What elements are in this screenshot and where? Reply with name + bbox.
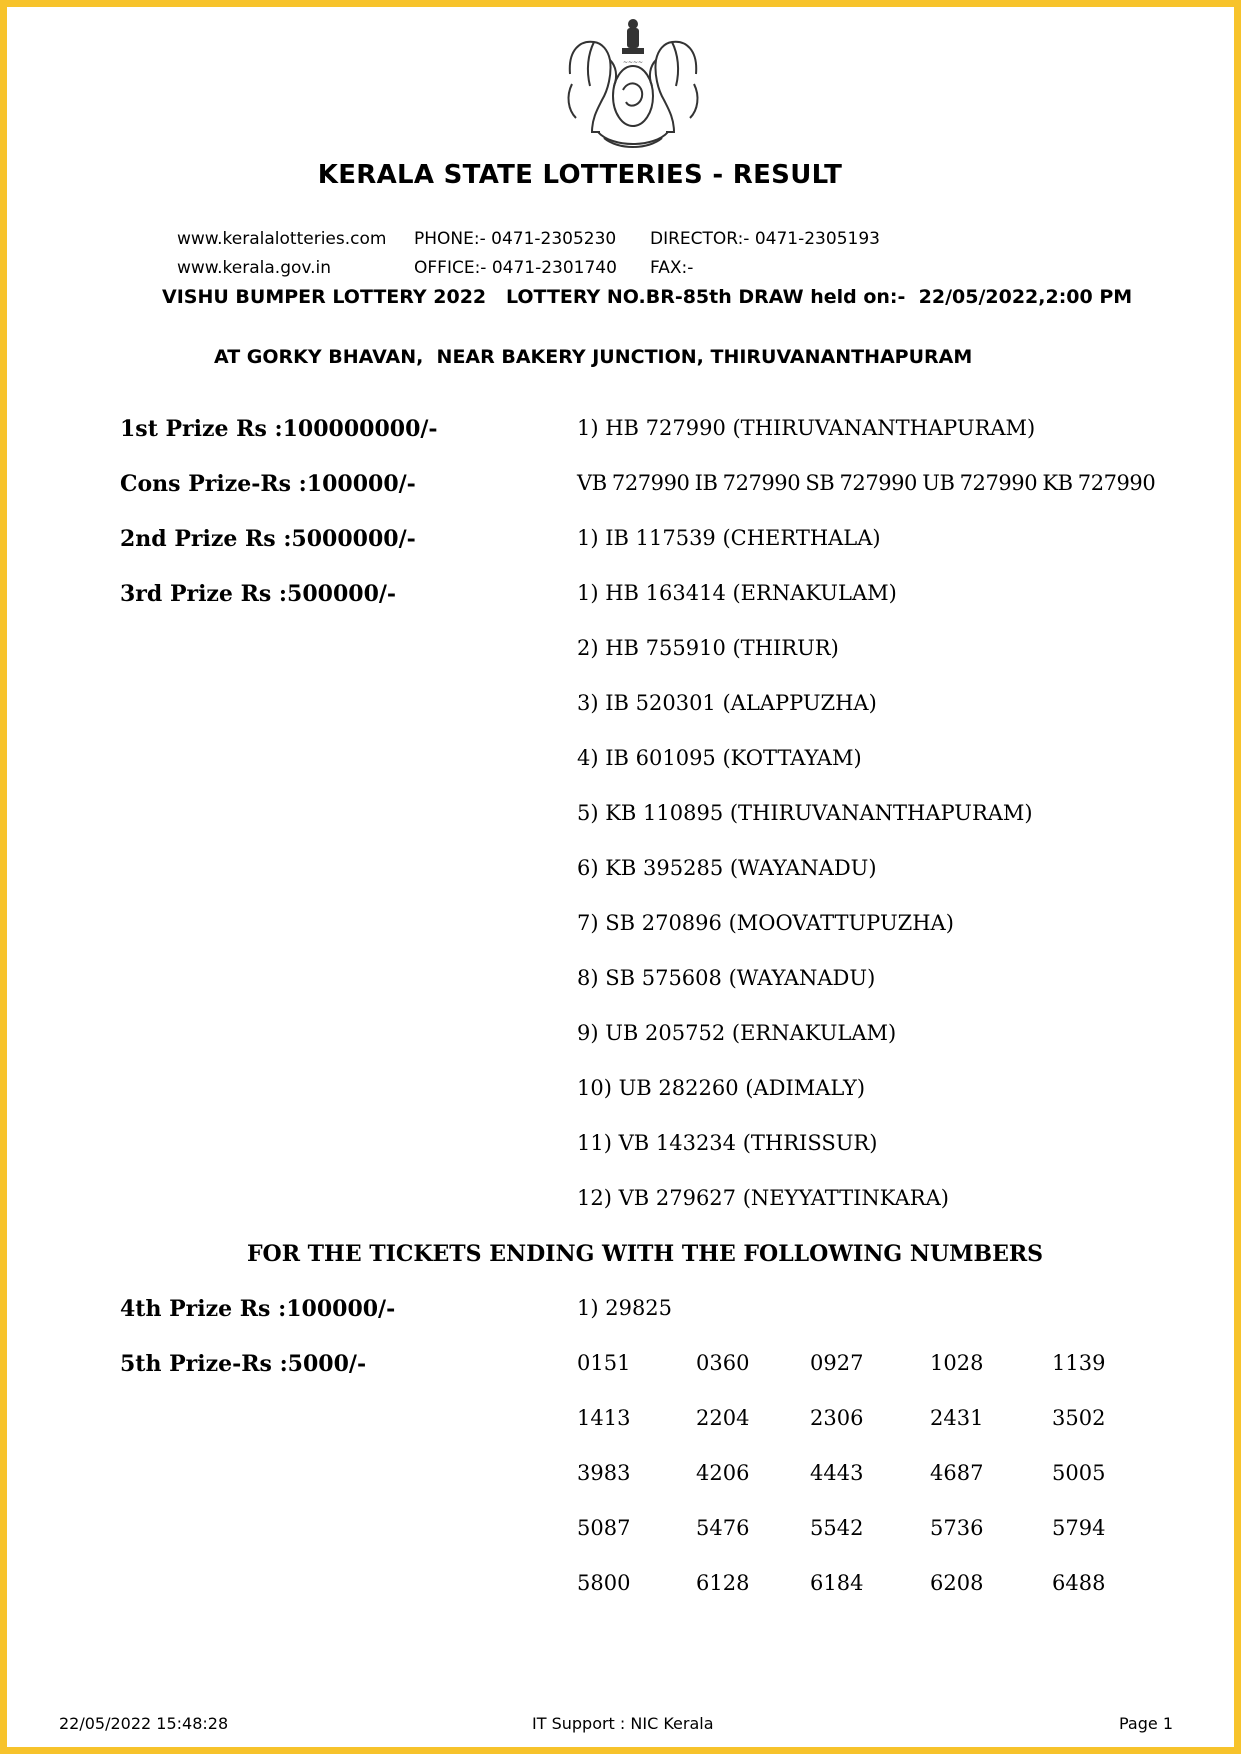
- third-prize-value: 11) VB 143234 (THRISSUR): [577, 1131, 878, 1155]
- fifth-prize-number: 1413: [577, 1406, 631, 1430]
- second-prize-label: 2nd Prize Rs :5000000/-: [120, 526, 416, 552]
- fifth-prize-number: 4687: [930, 1461, 984, 1485]
- fifth-prize-number: 2306: [810, 1406, 864, 1430]
- fifth-prize-number: 4443: [810, 1461, 864, 1485]
- fifth-prize-number: 5476: [696, 1516, 750, 1540]
- fifth-prize-number: 5087: [577, 1516, 631, 1540]
- third-prize-value: 2) HB 755910 (THIRUR): [577, 636, 839, 660]
- fifth-prize-number: 0151: [577, 1351, 631, 1375]
- fifth-prize-number: 5794: [1052, 1516, 1106, 1540]
- fifth-prize-number: 5542: [810, 1516, 864, 1540]
- section-heading-ending-numbers: FOR THE TICKETS ENDING WITH THE FOLLOWING NUMBERS: [246, 1241, 1044, 1267]
- third-prize-value: 12) VB 279627 (NEYYATTINKARA): [577, 1186, 949, 1210]
- third-prize-value: 6) KB 395285 (WAYANADU): [577, 856, 877, 880]
- fifth-prize-label: 5th Prize-Rs :5000/-: [120, 1351, 367, 1377]
- third-prize-value: 7) SB 270896 (MOOVATTUPUZHA): [577, 911, 954, 935]
- first-prize-label: 1st Prize Rs :100000000/-: [120, 416, 438, 442]
- third-prize-label: 3rd Prize Rs :500000/-: [120, 581, 397, 607]
- director-number: DIRECTOR:- 0471-2305193: [650, 229, 880, 249]
- third-prize-value: 4) IB 601095 (KOTTAYAM): [577, 746, 862, 770]
- fax-number: FAX:-: [650, 258, 694, 278]
- fifth-prize-number: 0360: [696, 1351, 750, 1375]
- cons-prize-label: Cons Prize-Rs :100000/-: [120, 471, 416, 497]
- page-title: KERALA STATE LOTTERIES - RESULT: [317, 160, 843, 190]
- kerala-emblem-logo: [558, 14, 708, 154]
- fifth-prize-number: 5005: [1052, 1461, 1106, 1485]
- third-prize-value: 8) SB 575608 (WAYANADU): [577, 966, 876, 990]
- cons-prize-value: VB 727990 IB 727990 SB 727990 UB 727990 KB 727990: [577, 471, 1156, 495]
- fifth-prize-number: 3983: [577, 1461, 631, 1485]
- footer-page-number: Page 1: [1119, 1714, 1173, 1733]
- third-prize-value: 9) UB 205752 (ERNAKULAM): [577, 1021, 897, 1045]
- fifth-prize-number: 2204: [696, 1406, 750, 1430]
- fifth-prize-number: 0927: [810, 1351, 864, 1375]
- draw-venue: AT GORKY BHAVAN, NEAR BAKERY JUNCTION, THIRUVANANTHAPURAM: [214, 346, 973, 368]
- third-prize-value: 5) KB 110895 (THIRUVANANTHAPURAM): [577, 801, 1033, 825]
- fifth-prize-number: 1139: [1052, 1351, 1106, 1375]
- fifth-prize-number: 6488: [1052, 1571, 1106, 1595]
- third-prize-value: 1) HB 163414 (ERNAKULAM): [577, 581, 897, 605]
- third-prize-value: 3) IB 520301 (ALAPPUZHA): [577, 691, 877, 715]
- svg-text:~~~~: ~~~~: [622, 59, 644, 66]
- footer-timestamp: 22/05/2022 15:48:28: [59, 1714, 229, 1733]
- second-prize-value: 1) IB 117539 (CHERTHALA): [577, 526, 881, 550]
- fifth-prize-number: 2431: [930, 1406, 984, 1430]
- office-number: OFFICE:- 0471-2301740: [414, 258, 617, 278]
- footer-it-support: IT Support : NIC Kerala: [532, 1714, 714, 1733]
- fifth-prize-number: 6184: [810, 1571, 864, 1595]
- first-prize-value: 1) HB 727990 (THIRUVANANTHAPURAM): [577, 416, 1036, 440]
- fifth-prize-number: 1028: [930, 1351, 984, 1375]
- fifth-prize-number: 5800: [577, 1571, 631, 1595]
- draw-details: VISHU BUMPER LOTTERY 2022 LOTTERY NO.BR-85th DRAW held on:- 22/05/2022,2:00 PM: [162, 286, 1133, 308]
- fifth-prize-number: 5736: [930, 1516, 984, 1540]
- fifth-prize-number: 3502: [1052, 1406, 1106, 1430]
- fifth-prize-number: 6128: [696, 1571, 750, 1595]
- fifth-prize-number: 4206: [696, 1461, 750, 1485]
- phone-number: PHONE:- 0471-2305230: [414, 229, 617, 249]
- fourth-prize-value: 1) 29825: [577, 1296, 673, 1320]
- fifth-prize-number: 6208: [930, 1571, 984, 1595]
- website-link-kerala-gov[interactable]: www.kerala.gov.in: [177, 258, 332, 278]
- fourth-prize-label: 4th Prize Rs :100000/-: [120, 1296, 396, 1322]
- third-prize-value: 10) UB 282260 (ADIMALY): [577, 1076, 866, 1100]
- website-link-keralalotteries[interactable]: www.keralalotteries.com: [177, 229, 387, 249]
